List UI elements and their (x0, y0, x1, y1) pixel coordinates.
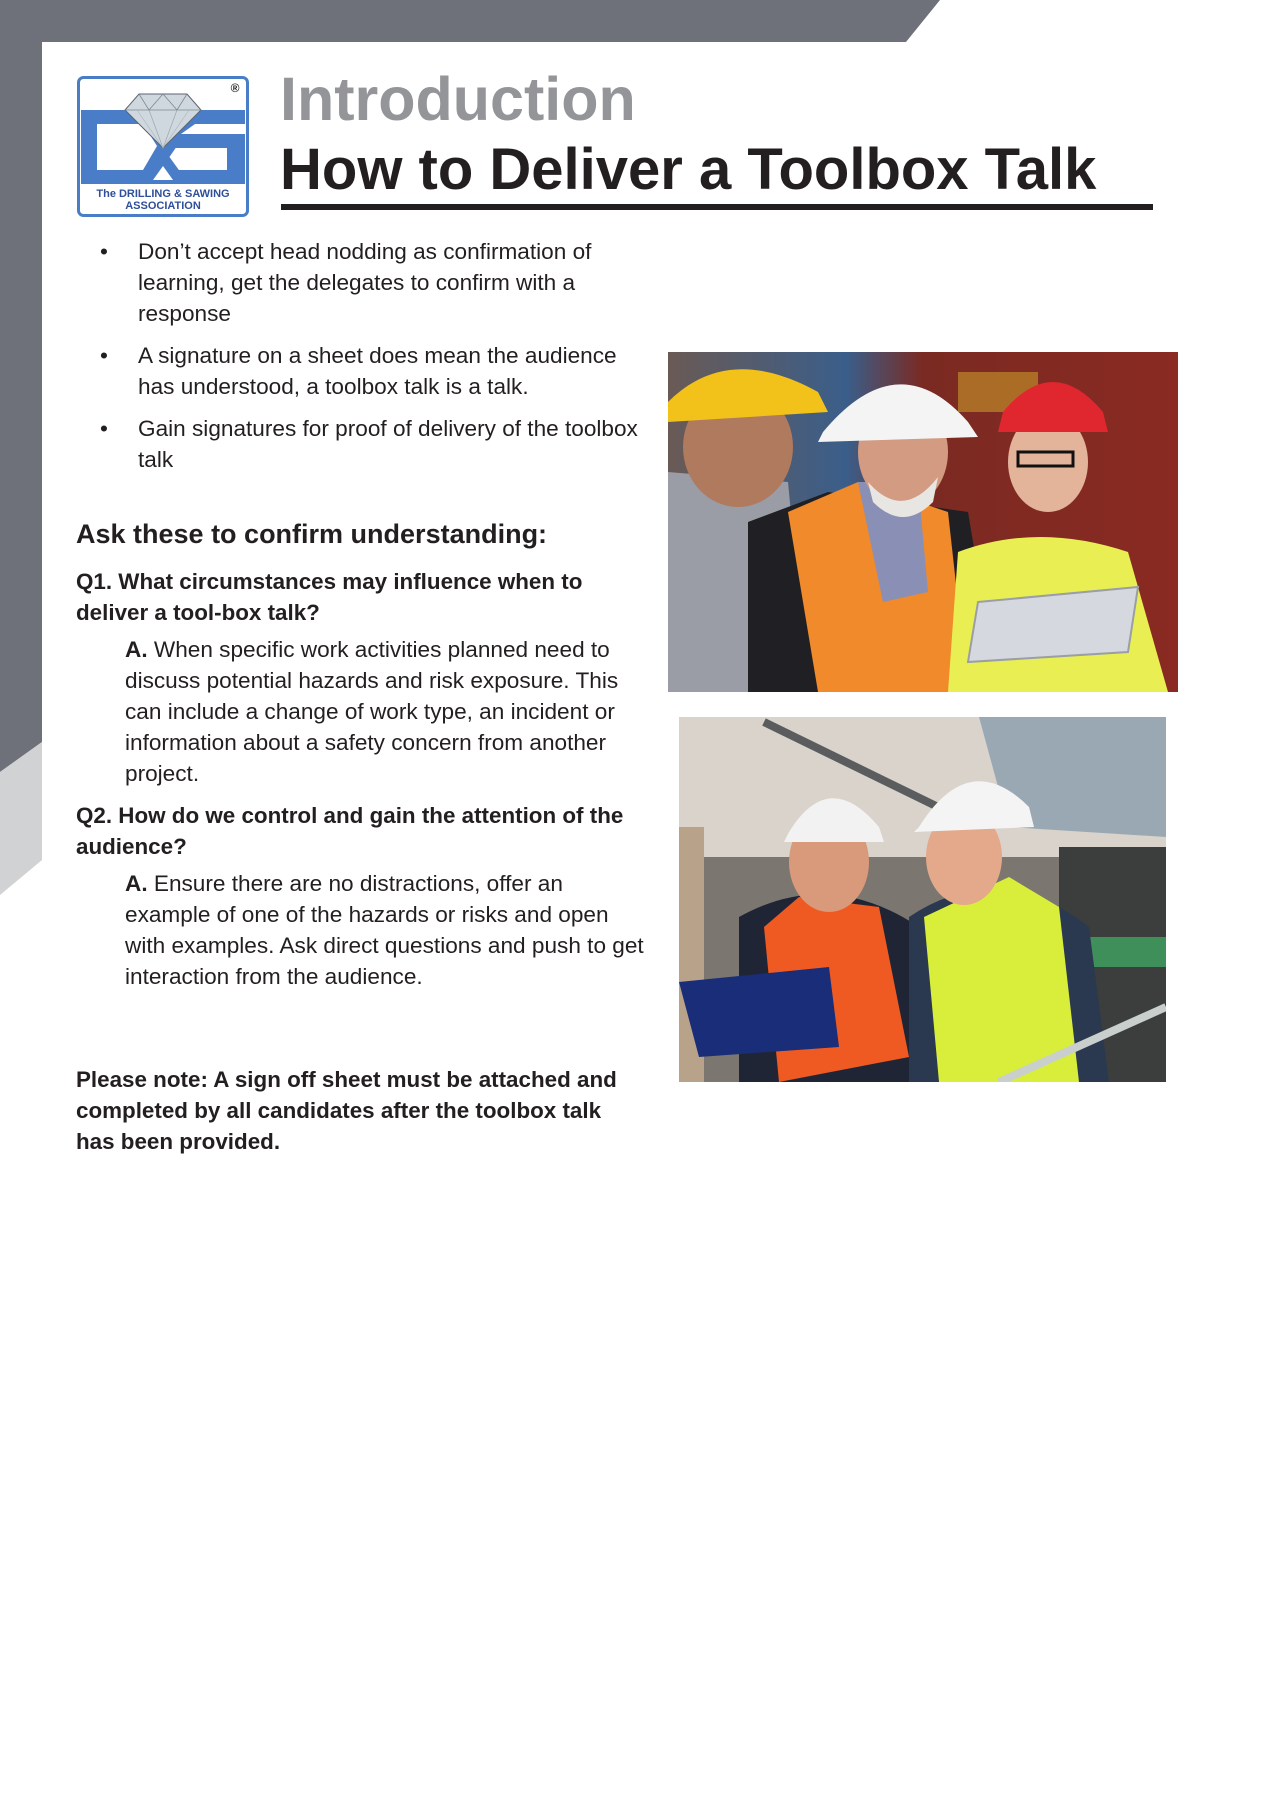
section-heading: Ask these to confirm understanding: (76, 519, 548, 549)
bullet-text: Gain signatures for proof of delivery of the toolbox talk (138, 416, 638, 472)
answer-text: Ensure there are no distractions, offer an example of one of the hazards or risks and open with examples. Ask direct questions and push to get interaction from the audience. (125, 871, 644, 989)
side-band (0, 0, 42, 900)
question-2: Q2. How do we control and gain the attention of the audience? (76, 803, 624, 859)
bullet-item (100, 236, 640, 329)
photo-workers-with-tablet (668, 352, 1178, 692)
bullet-item (100, 413, 640, 475)
dsa-logo (77, 76, 249, 217)
guidance-bullet-list (100, 236, 640, 486)
answer-2 (125, 868, 645, 992)
bullet-text: A signature on a sheet does mean the audience has understood, a toolbox talk is a talk. (138, 343, 617, 399)
title-underline (281, 204, 1153, 210)
answer-label: A. (125, 871, 148, 896)
bullet-item (100, 340, 640, 402)
svg-text:®: ® (230, 81, 240, 95)
answer-1 (125, 634, 645, 789)
photo-workers-with-clipboard (679, 717, 1166, 1082)
page-title: How to Deliver a Toolbox Talk (280, 137, 1097, 202)
sign-off-note: Please note: A sign off sheet must be attached and completed by all candidates after the toolbox talk has been provided. (76, 1067, 617, 1154)
bullet-icon: • (100, 343, 108, 368)
page-subtitle: Introduction (280, 65, 636, 133)
question-1: Q1. What circumstances may influence when to deliver a tool-box talk? (76, 569, 583, 625)
bullet-icon: • (100, 239, 108, 264)
svg-text:The DRILLING & SAWING: The DRILLING & SAWING (96, 188, 230, 200)
svg-text:ASSOCIATION: ASSOCIATION (125, 200, 201, 212)
answer-text: When specific work activities planned need to discuss potential hazards and risk exposure. This can include a change of work type, an incident or information about a safety concern from another project. (125, 637, 619, 786)
header-band (0, 0, 940, 42)
bullet-text: Don’t accept head nodding as confirmation of learning, get the delegates to confirm with a response (138, 239, 592, 326)
bullet-icon: • (100, 416, 108, 441)
answer-label: A. (125, 637, 148, 662)
